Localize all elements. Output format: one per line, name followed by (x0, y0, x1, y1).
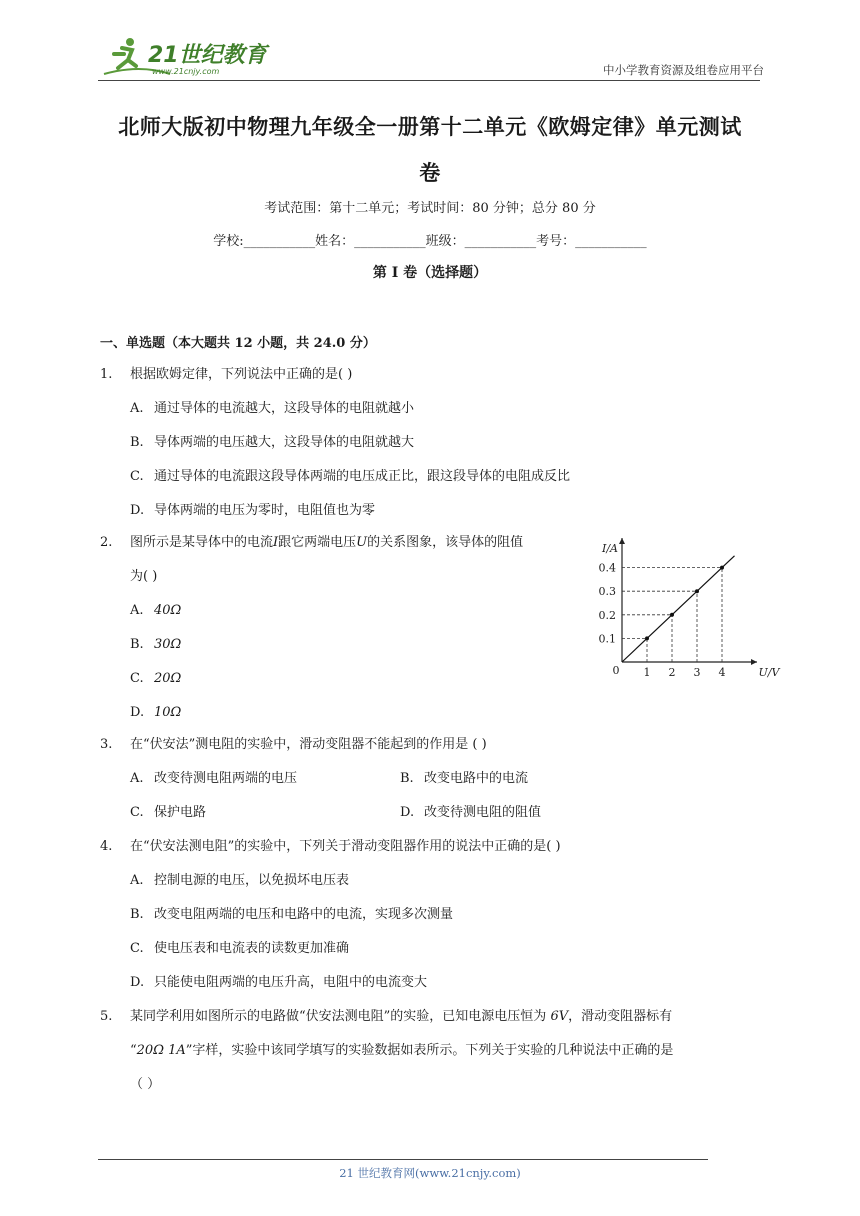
header-divider (98, 80, 760, 81)
option-a: A. 改变待测电阻两端的电压 (130, 771, 298, 786)
option-d: D. 导体两端的电压为零时，电阻值也为零 (130, 503, 376, 518)
question-4: 4. 在“伏安法测电阻”的实验中，下列关于滑动变阻器作用的说法中正确的是( ) A. 控制电源的电压，以免损坏电压表 B. 改变电阻两端的电压和电路中的电流，实现多次测量 C. 使电压表和电流表的读数更加准确 D. 只能使电阻两端的电压升高，电阻中的电流变大 (100, 830, 561, 1000)
option-a: A. 控制电源的电压，以免损坏电压表 (130, 873, 350, 888)
x-axis-label: U/V (758, 666, 780, 679)
option-b: B. 改变电路中的电流 (400, 771, 529, 786)
logo-url: www.21cnjy.com (152, 67, 220, 76)
x-axis-arrow (751, 659, 757, 665)
option-b: B. 改变电阻两端的电压和电路中的电流，实现多次测量 (130, 907, 454, 922)
section-heading: 一、单选题（本大题共 12 小题，共 24.0 分） (100, 336, 376, 351)
option-b: B. 导体两端的电压越大，这段导体的电阻就越大 (130, 435, 415, 450)
option-a: A. 通过导体的电流越大，这段导体的电阻就越小 (130, 401, 415, 416)
option-b: B. 30Ω (130, 637, 182, 652)
x-tick-label: 1 (643, 666, 651, 679)
footer-divider (98, 1159, 708, 1160)
footer-text: 21 世纪教育网(www.21cnjy.com) (339, 1166, 521, 1180)
series-line (622, 556, 735, 662)
header-platform-text: 中小学教育资源及组卷应用平台 (603, 63, 764, 77)
option-d: D. 只能使电阻两端的电压升高，电阻中的电流变大 (130, 975, 428, 990)
volume-heading: 第 I 卷（选择题） (372, 265, 488, 281)
question-2: 2. 图所示是某导体中的电流I跟它两端电压U的关系图象，该导体的阻值 为( ) A. 40Ω B. 30Ω C. 20Ω D. 10Ω (100, 526, 590, 730)
student-info-line: 学校:___________姓名：___________班级：___________考号：___________ (213, 234, 647, 249)
x-tick-label: 3 (693, 666, 701, 679)
y-tick-label: 0.1 (598, 632, 616, 646)
y-tick-label: 0.3 (598, 585, 616, 599)
question-1: 1. 根据欧姆定律，下列说法中正确的是( ) A. 通过导体的电流越大，这段导体的电阻就越小 B. 导体两端的电压越大，这段导体的电阻就越大 C. 通过导体的电流跟这段导体两端的电压成正比，跟这段导体的电阻成反比 D. 导体两端的电压为零时，电阻值也为零 (100, 358, 570, 528)
exam-info: 考试范围：第十二单元；考试时间：80 分钟；总分 80 分 (264, 201, 596, 216)
y-axis-label: I/A (602, 542, 618, 555)
iu-graph (590, 534, 780, 684)
question-3: 3. 在“伏安法”测电阻的实验中，滑动变阻器不能起到的作用是 ( ) A. 改变待测电阻两端的电压 B. 改变电路中的电流 C. 保护电路 D. 改变待测电阻的阻值 (100, 728, 541, 830)
logo-text: 21世纪教育 (148, 43, 267, 68)
x-tick-label: 2 (668, 666, 676, 679)
y-tick-label: 0.2 (598, 608, 616, 622)
question-5: 5. 某同学利用如图所示的电路做“伏安法测电阻”的实验，已知电源电压恒为 6V，滑动变阻器标有 “20Ω 1A”字样，实验中该同学填写的实验数据如表所示。下列关于实验的几种说法中正确的是 （ ） (100, 1009, 674, 1092)
origin-label: 0 (612, 664, 620, 677)
x-tick-label: 4 (718, 666, 726, 679)
option-c: C. 通过导体的电流跟这段导体两端的电压成正比，跟这段导体的电阻成反比 (130, 469, 571, 484)
y-axis-arrow (619, 538, 625, 544)
option-a: A. 40Ω (130, 603, 182, 618)
option-c: C. 20Ω (130, 671, 182, 686)
option-d: D. 10Ω (130, 705, 182, 720)
y-tick-label: 0.4 (598, 561, 616, 575)
option-c: C. 使电压表和电流表的读数更加准确 (130, 941, 350, 956)
option-d: D. 改变待测电阻的阻值 (400, 805, 542, 820)
page-title: 北师大版初中物理九年级全一册第十二单元《欧姆定律》单元测试 卷 (118, 114, 742, 185)
option-c: C. 保护电路 (130, 805, 207, 820)
site-logo (100, 34, 300, 80)
